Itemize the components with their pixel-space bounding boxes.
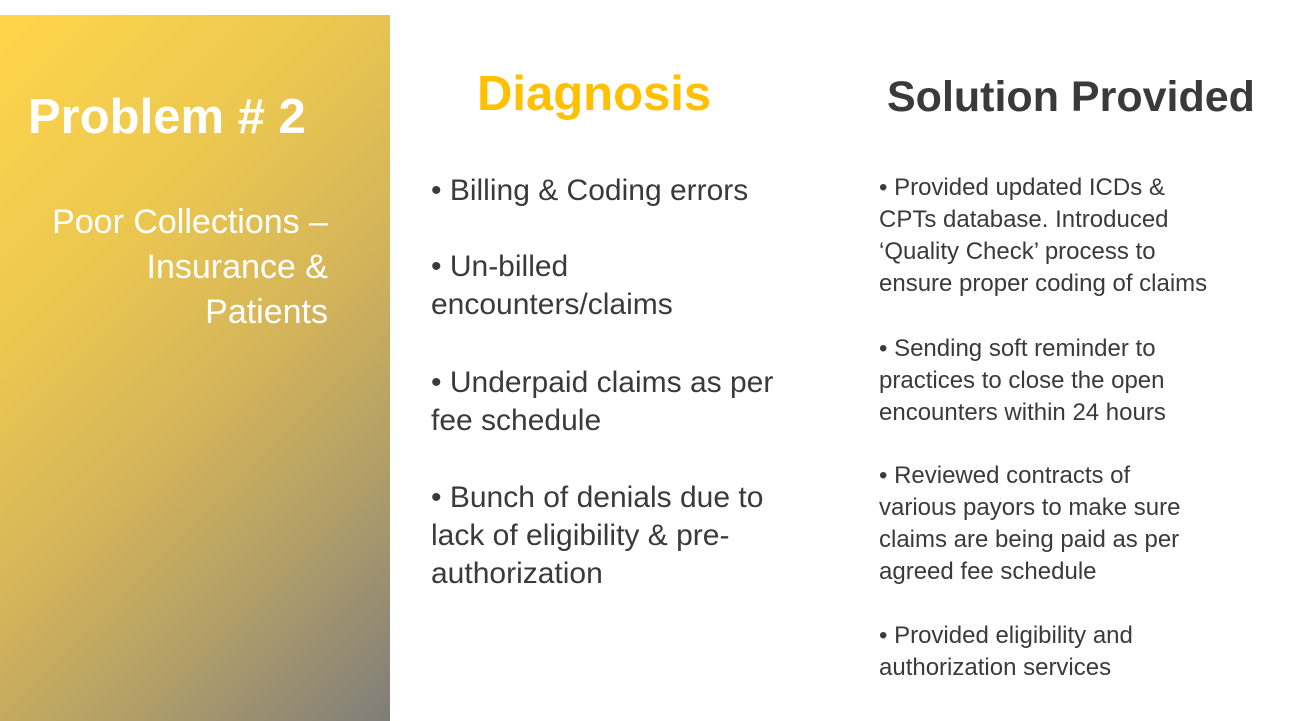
diagnosis-item	[431, 172, 831, 210]
diagnosis-item	[431, 364, 831, 440]
solution-item-line: • Provided updated ICDs &	[879, 174, 1165, 201]
problem-description	[0, 200, 328, 335]
solution-item	[879, 333, 1289, 429]
solution-item-line: ensure proper coding of claims	[879, 270, 1208, 297]
solution-item-line: CPTs database. Introduced	[879, 206, 1169, 233]
solution-item-line: authorization services	[879, 654, 1112, 681]
diagnosis-item-line: • Underpaid claims as per	[431, 366, 774, 399]
diagnosis-item-line: encounters/claims	[431, 288, 673, 321]
solution-item-line: practices to close the open	[879, 367, 1165, 394]
problem-title: Problem # 2	[28, 90, 306, 144]
solution-item	[879, 620, 1289, 684]
diagnosis-item	[431, 479, 831, 593]
problem-panel	[0, 15, 390, 721]
diagnosis-item-line: authorization	[431, 557, 603, 590]
solution-item-line: agreed fee schedule	[879, 558, 1097, 585]
diagnosis-heading: Diagnosis	[477, 67, 712, 121]
solution-item-line: • Provided eligibility and	[879, 622, 1133, 649]
diagnosis-item-line: • Bunch of denials due to	[431, 481, 764, 514]
solution-item-line: • Sending soft reminder to	[879, 335, 1156, 362]
problem-description-line: Insurance &	[146, 248, 328, 286]
diagnosis-item-line: fee schedule	[431, 404, 602, 437]
solution-item-line: • Reviewed contracts of	[879, 462, 1131, 489]
solution-item-line: ‘Quality Check’ process to	[879, 238, 1156, 265]
problem-description-line: Poor Collections –	[52, 203, 328, 241]
problem-description-line: Patients	[205, 293, 328, 331]
solution-item	[879, 172, 1289, 300]
solution-heading: Solution Provided	[887, 73, 1255, 121]
diagnosis-item	[431, 248, 831, 324]
solution-item-line: claims are being paid as per	[879, 526, 1180, 553]
solution-item	[879, 460, 1289, 588]
solution-item-line: encounters within 24 hours	[879, 399, 1166, 426]
diagnosis-item-line: • Un-billed	[431, 250, 569, 283]
diagnosis-item-line: • Billing & Coding errors	[431, 174, 749, 207]
solution-item-line: various payors to make sure	[879, 494, 1181, 521]
diagnosis-item-line: lack of eligibility & pre-	[431, 519, 730, 552]
